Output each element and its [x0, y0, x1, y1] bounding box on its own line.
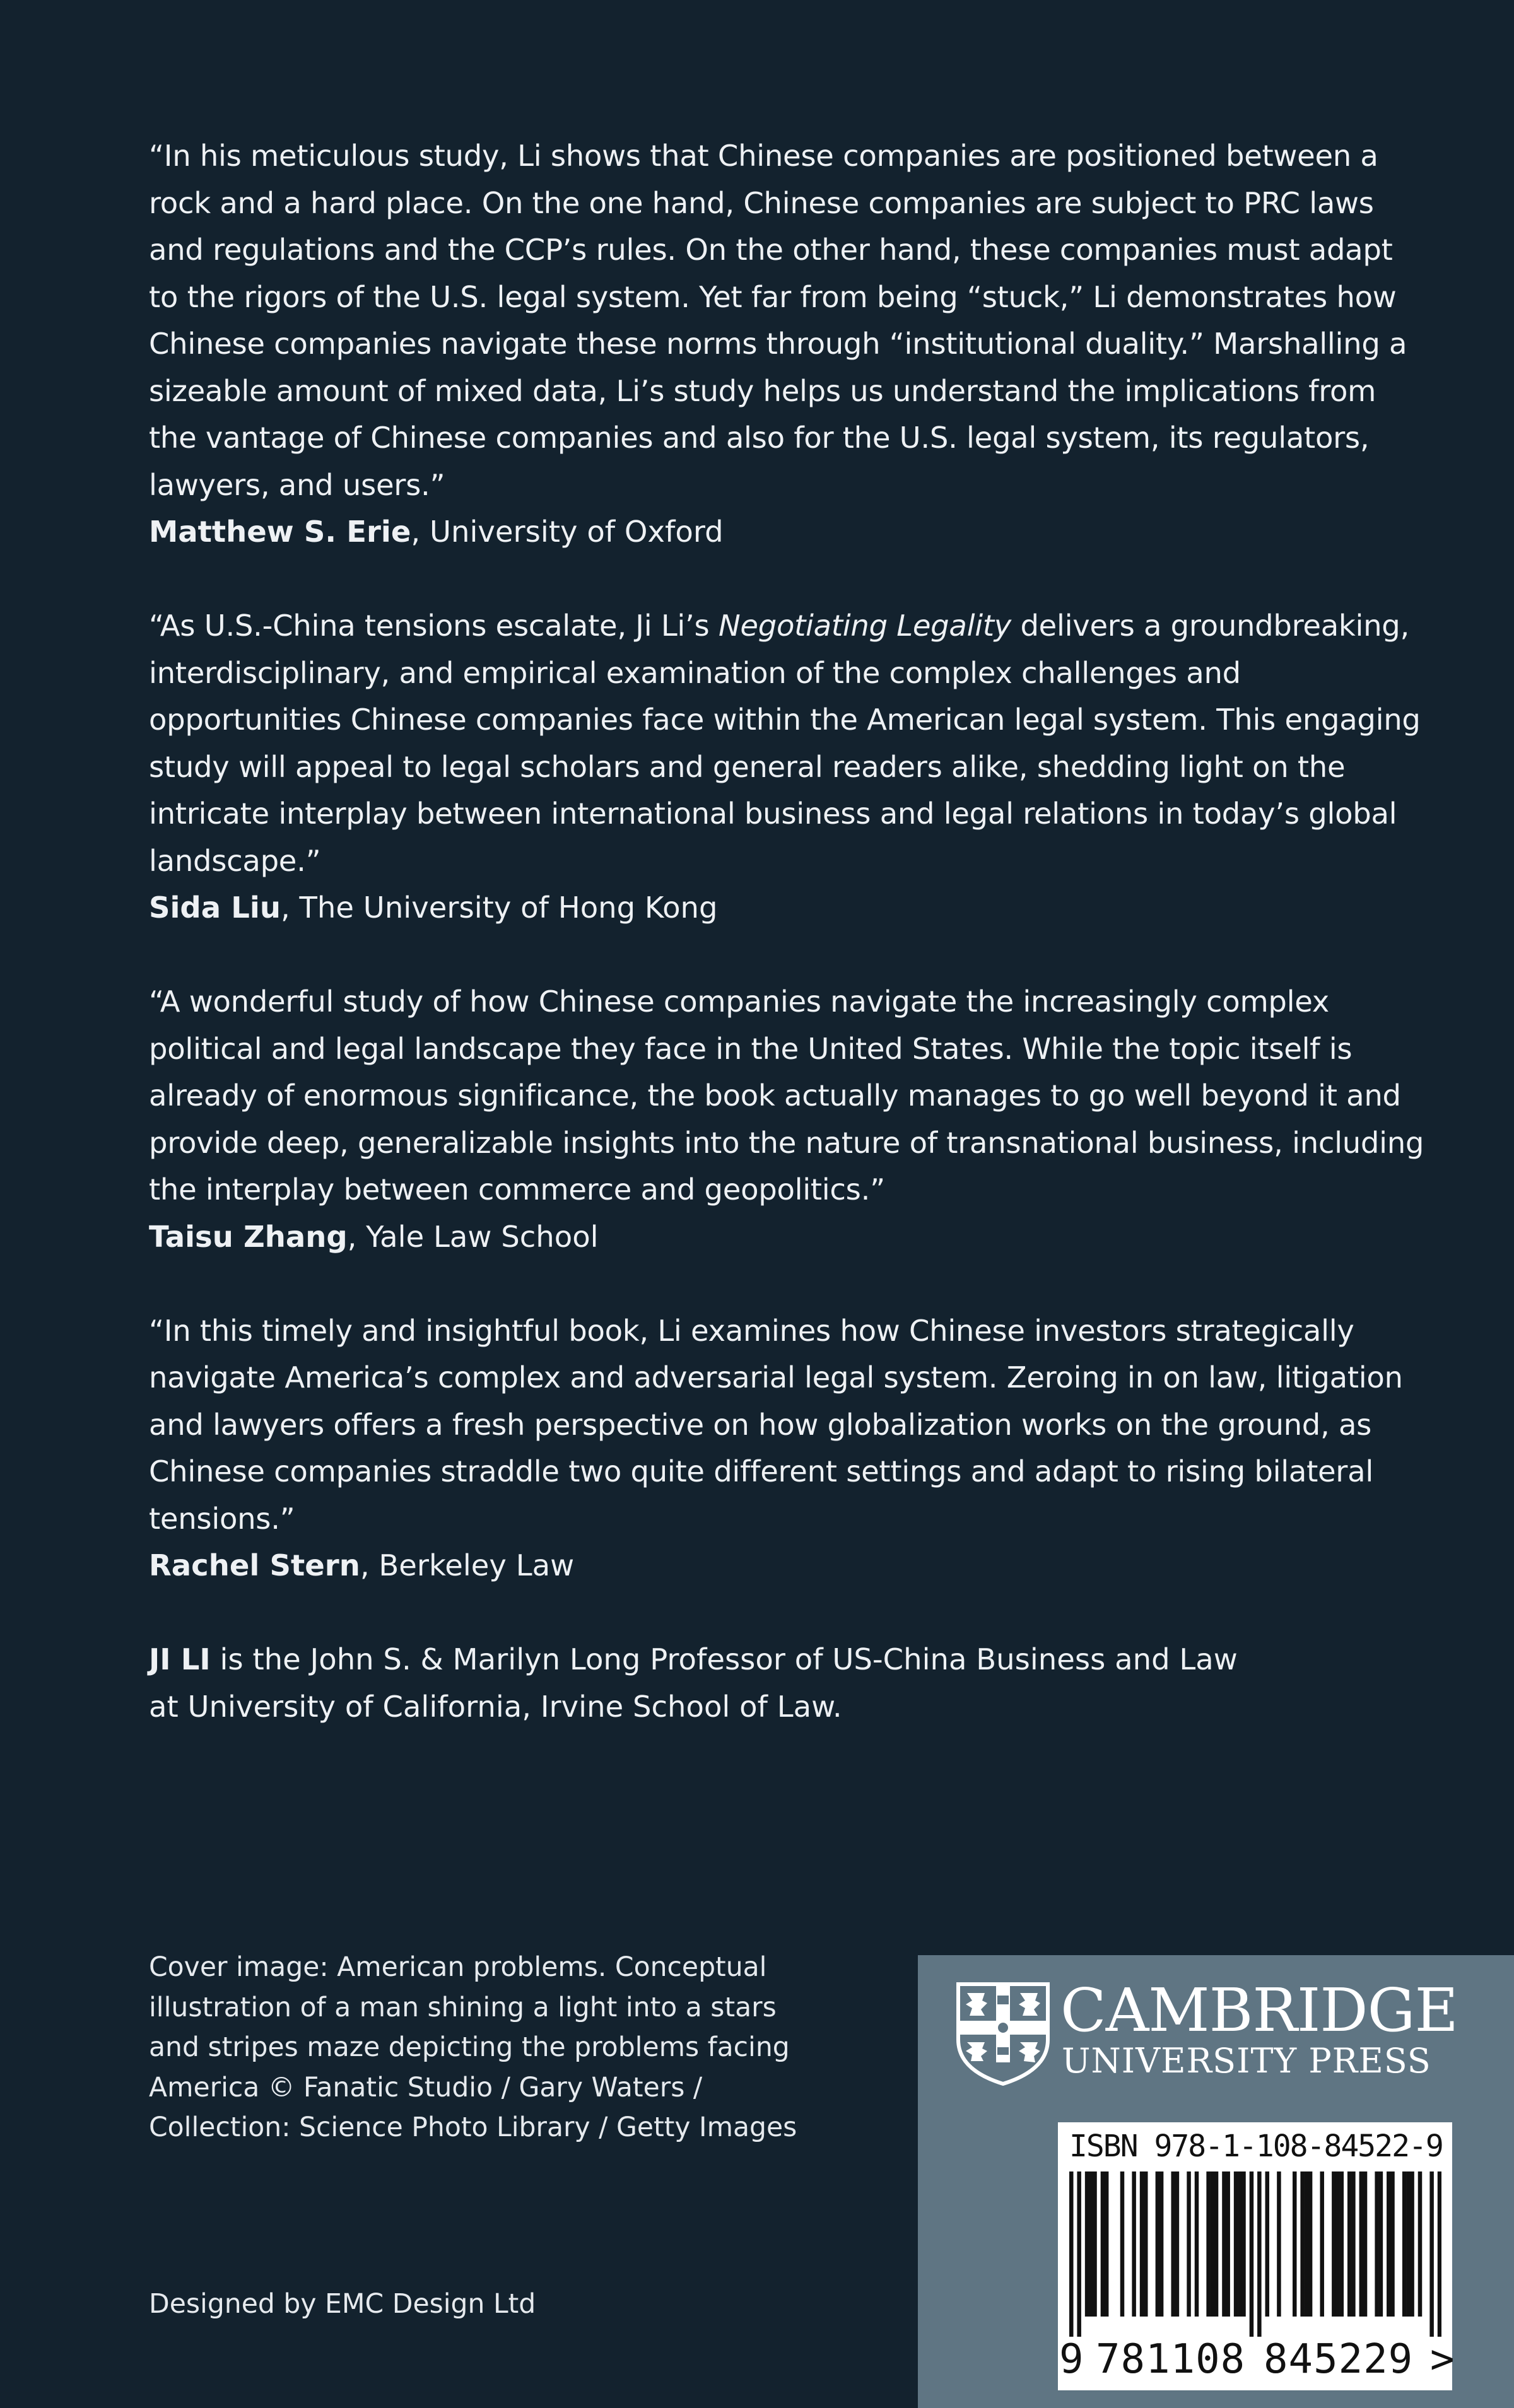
barcode-bar	[1206, 2171, 1211, 2317]
endorser-name: Matthew S. Erie	[149, 515, 411, 549]
university-crest-icon	[956, 1982, 1050, 2086]
endorsement-quote-3: “A wonderful study of how Chinese companies navigate the increasingly complex political and legal landscape they face in the United States. While the topic itself is already of enormous significance, the book actually manages to go well beyond it and provide deep, generalizable insights into the nature of transnational business, including the interplay between commerce and geopolitics.”	[149, 985, 1424, 1207]
barcode-bar	[1159, 2171, 1164, 2317]
barcode-bar	[1363, 2171, 1368, 2317]
barcode-bar	[1418, 2171, 1423, 2317]
endorsement-quote-1: “In his meticulous study, Li shows that Chinese companies are positioned between a rock and a hard place. On the one hand, Chinese companies are subject to PRC laws and regulations and the CCP’s rules. On the other hand, these companies must adapt to the rigors of the U.S. legal system. Yet far from being “stuck,” Li demonstrates how Chinese companies navigate these norms through “institutional duality.” Marshalling a sizeable amount of mixed data, Li’s study helps us understand the implications from the vantage of Chinese companies and also for the U.S. legal system, its regulators, lawyers, and users.”	[149, 139, 1407, 502]
barcode-group-2: 845229	[1264, 2336, 1414, 2383]
barcode-bar	[1390, 2171, 1395, 2317]
barcode-bar	[1351, 2171, 1356, 2317]
endorser-name: Taisu Zhang	[149, 1219, 348, 1254]
barcode-group-1: 781108	[1096, 2336, 1246, 2383]
barcode-bar	[1257, 2171, 1262, 2337]
isbn-label: ISBN 978-1-108-84522-9	[1069, 2129, 1443, 2164]
barcode-bar	[1335, 2171, 1340, 2317]
barcode-bar	[1265, 2171, 1270, 2317]
barcode-bar	[1410, 2171, 1414, 2317]
barcode-bar	[1340, 2171, 1344, 2317]
isbn-barcode	[1058, 2122, 1455, 2390]
barcode-bar	[1387, 2171, 1391, 2317]
barcode-bar	[1144, 2171, 1148, 2317]
endorser-name: Rachel Stern	[149, 1548, 360, 1582]
barcode-bar	[1250, 2171, 1254, 2337]
endorsement-attribution-1	[149, 508, 1429, 556]
endorsement-attribution-2	[149, 884, 1429, 932]
endorsement-attribution-4	[149, 1542, 1429, 1589]
barcode-bar	[1241, 2171, 1246, 2317]
barcode-bar	[1195, 2171, 1199, 2317]
barcode-bar	[1171, 2171, 1175, 2317]
publisher-subname: UNIVERSITY PRESS	[1062, 2041, 1431, 2081]
barcode-bar	[1308, 2171, 1313, 2317]
barcode-bar	[1347, 2171, 1352, 2317]
barcode-bar	[1332, 2171, 1336, 2317]
barcode-bar	[1101, 2171, 1105, 2317]
barcode-bar	[1222, 2171, 1226, 2317]
endorser-affiliation: , Yale Law School	[347, 1219, 599, 1254]
barcode-bar	[1379, 2171, 1383, 2317]
barcode-first-digit: 9	[1059, 2336, 1084, 2383]
barcode-bar	[1120, 2171, 1125, 2317]
author-bio: JI LI is the John S. & Marilyn Long Professor of US-China Business and Law at University of California, Irvine School of Law.	[149, 1642, 1238, 1724]
endorser-affiliation: , The University of Hong Kong	[280, 891, 718, 925]
publisher-name: CAMBRIDGE	[1060, 1976, 1458, 2045]
endorser-affiliation: , University of Oxford	[411, 515, 724, 549]
barcode-bar	[1132, 2171, 1136, 2317]
endorsements	[149, 132, 1429, 1730]
barcode-bar	[1077, 2171, 1081, 2337]
barcode-bar	[1211, 2171, 1215, 2317]
endorser-affiliation: , Berkeley Law	[360, 1548, 575, 1582]
barcode-bar	[1406, 2171, 1411, 2317]
barcode-bar	[1069, 2171, 1074, 2337]
barcode-bar	[1238, 2171, 1242, 2317]
publisher-panel	[918, 1955, 1514, 2408]
endorsement-attribution-3	[149, 1213, 1429, 1261]
barcode-bar	[1089, 2171, 1093, 2317]
barcode-bar	[1277, 2171, 1281, 2317]
barcode-arrow: >	[1430, 2336, 1455, 2383]
barcode-bar	[1320, 2171, 1324, 2317]
barcode-bar	[1429, 2171, 1434, 2337]
barcode-bar	[1105, 2171, 1109, 2317]
barcode-bar	[1226, 2171, 1230, 2317]
barcode-bar	[1140, 2171, 1144, 2317]
designer-credit: Designed by EMC Design Ltd	[149, 2289, 536, 2320]
barcode-bar	[1293, 2171, 1297, 2317]
barcode-bar	[1438, 2171, 1441, 2337]
barcode-bar	[1300, 2171, 1305, 2317]
barcode-bar	[1214, 2171, 1219, 2317]
barcode-bar	[1093, 2171, 1097, 2317]
cover-image-credit: Cover image: American problems. Conceptual illustration of a man shining a light into a stars and stripes maze depicting the problems facing America © Fanatic Studio / Gary Waters / Collection: Science Photo Library / Getty Images	[149, 1952, 797, 2143]
barcode-bar	[1359, 2171, 1364, 2317]
barcode-bar	[1234, 2171, 1238, 2317]
barcode-bar	[1156, 2171, 1160, 2317]
barcode-bar	[1187, 2171, 1191, 2317]
author-name: JI LI	[149, 1642, 211, 1676]
endorsement-quote-2: “As U.S.-China tensions escalate, Ji Li’s Negotiating Legality delivers a groundbreaking, interdisciplinary, and empirical examination of the complex challenges and opportunities Chinese companies face within the American legal system. This engaging study will appeal to legal scholars and general readers alike, shedding light on the intricate interplay between international business and legal relations in today’s global landscape.”	[149, 609, 1421, 878]
book-title: Negotiating Legality	[718, 609, 1011, 643]
barcode-bar	[1305, 2171, 1309, 2317]
barcode-bar	[1085, 2171, 1089, 2317]
barcode-bar	[1375, 2171, 1379, 2317]
barcode-bars	[1069, 2171, 1441, 2337]
barcode-bar	[1175, 2171, 1180, 2317]
endorsement-quote-4: “In this timely and insightful book, Li examines how Chinese investors strategically navigate America’s complex and adversarial legal system. Zeroing in on law, litigation and lawyers offers a fresh perspective on how globalization works on the ground, as Chinese companies straddle two quite different settings and adapt to rising bilateral tensions.”	[149, 1313, 1403, 1536]
endorser-name: Sida Liu	[149, 891, 281, 925]
barcode-bar	[1402, 2171, 1407, 2317]
